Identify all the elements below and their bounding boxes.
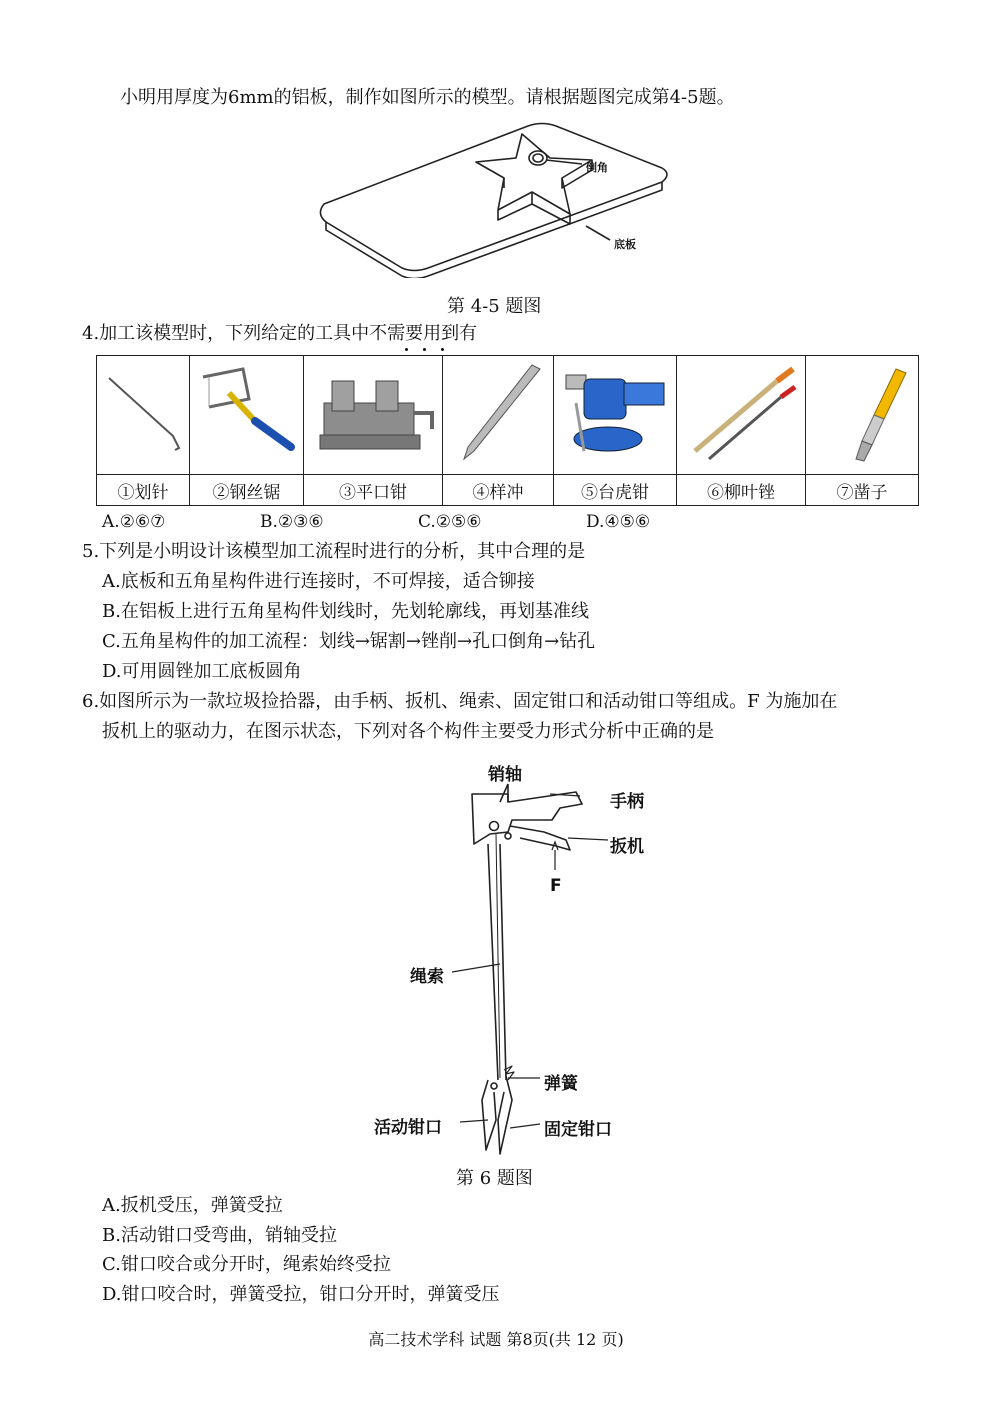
label-fixed-jaw: 固定钳口 [544, 1120, 612, 1140]
tool-name: ②钢丝锯 [190, 475, 304, 506]
label-rope: 绳索 [410, 967, 444, 987]
tool-image-bench-vise [554, 356, 677, 475]
figure-4-5 [310, 118, 690, 278]
q5-option-b: B.在铝板上进行五角星构件划线时，先划轮廓线，再划基准线 [102, 601, 589, 622]
q5-option-c: C.五角星构件的加工流程：划线→锯割→锉削→孔口倒角→钻孔 [102, 631, 596, 652]
label-movable-jaw: 活动钳口 [374, 1118, 442, 1138]
q5-option-d: D.可用圆锉加工底板圆角 [102, 661, 302, 682]
label-force: F [550, 876, 562, 896]
q6-option-d: D.钳口咬合时，弹簧受拉，钳口分开时，弹簧受压 [102, 1284, 500, 1305]
q5-option-a: A.底板和五角星构件进行连接时，不可焊接，适合铆接 [102, 571, 535, 592]
q6-option-c: C.钳口咬合或分开时，绳索始终受拉 [102, 1254, 391, 1275]
q6-option-b: B.活动钳口受弯曲，销轴受拉 [102, 1225, 337, 1246]
tool-image-center-punch [443, 356, 554, 475]
tool-image-willow-file [677, 356, 806, 475]
tool-image-flat-vise [304, 356, 443, 475]
tool-name: ④样冲 [443, 475, 554, 506]
emphasis-dot [405, 348, 408, 351]
tools-table [96, 355, 919, 506]
tool-image-chisel [806, 356, 919, 475]
emphasis-dot [423, 348, 426, 351]
tool-name: ⑦凿子 [806, 475, 919, 506]
tool-name: ⑤台虎钳 [554, 475, 677, 506]
intro-text: 小明用厚度为6mm的铝板，制作如图所示的模型。请根据题图完成第4-5题。 [120, 87, 735, 108]
figure-4-5-caption: 第 4-5 题图 [447, 296, 542, 317]
tool-image-fret-saw [190, 356, 304, 475]
figure-6-caption: 第 6 题图 [456, 1168, 533, 1189]
figure-6-pointer-lines [400, 760, 640, 1160]
q6-option-a: A.扳机受压，弹簧受拉 [102, 1195, 283, 1216]
label-chamfer: 倒角 [586, 161, 608, 174]
q6-stem-line2: 扳机上的驱动力，在图示状态，下列对各个构件主要受力形式分析中正确的是 [102, 721, 714, 742]
label-trigger: 扳机 [610, 837, 644, 857]
label-spring: 弹簧 [544, 1074, 578, 1094]
q4-stem: 4.加工该模型时，下列给定的工具中不需要用到有 [82, 323, 478, 344]
tool-name: ③平口钳 [304, 475, 443, 506]
q5-stem: 5.下列是小明设计该模型加工流程时进行的分析，其中合理的是 [82, 541, 586, 562]
label-pin: 销轴 [488, 765, 522, 785]
q4-option-a: A.②⑥⑦ [102, 512, 166, 532]
q6-stem-line1: 6.如图所示为一款垃圾捡拾器，由手柄、扳机、绳索、固定钳口和活动钳口等组成。F 为施加在 [82, 691, 838, 712]
tool-image-scriber [97, 356, 190, 475]
tool-name: ①划针 [97, 475, 190, 506]
page-footer: 高二技术学科 试题 第8页(共 12 页) [368, 1330, 624, 1349]
tool-name: ⑥柳叶锉 [677, 475, 806, 506]
emphasis-dot [441, 348, 444, 351]
q4-option-b: B.②③⑥ [260, 512, 324, 532]
label-handle: 手柄 [610, 792, 644, 812]
q4-option-d: D.④⑤⑥ [586, 512, 651, 532]
label-base: 底板 [614, 238, 636, 251]
q4-option-c: C.②⑤⑥ [418, 512, 482, 532]
